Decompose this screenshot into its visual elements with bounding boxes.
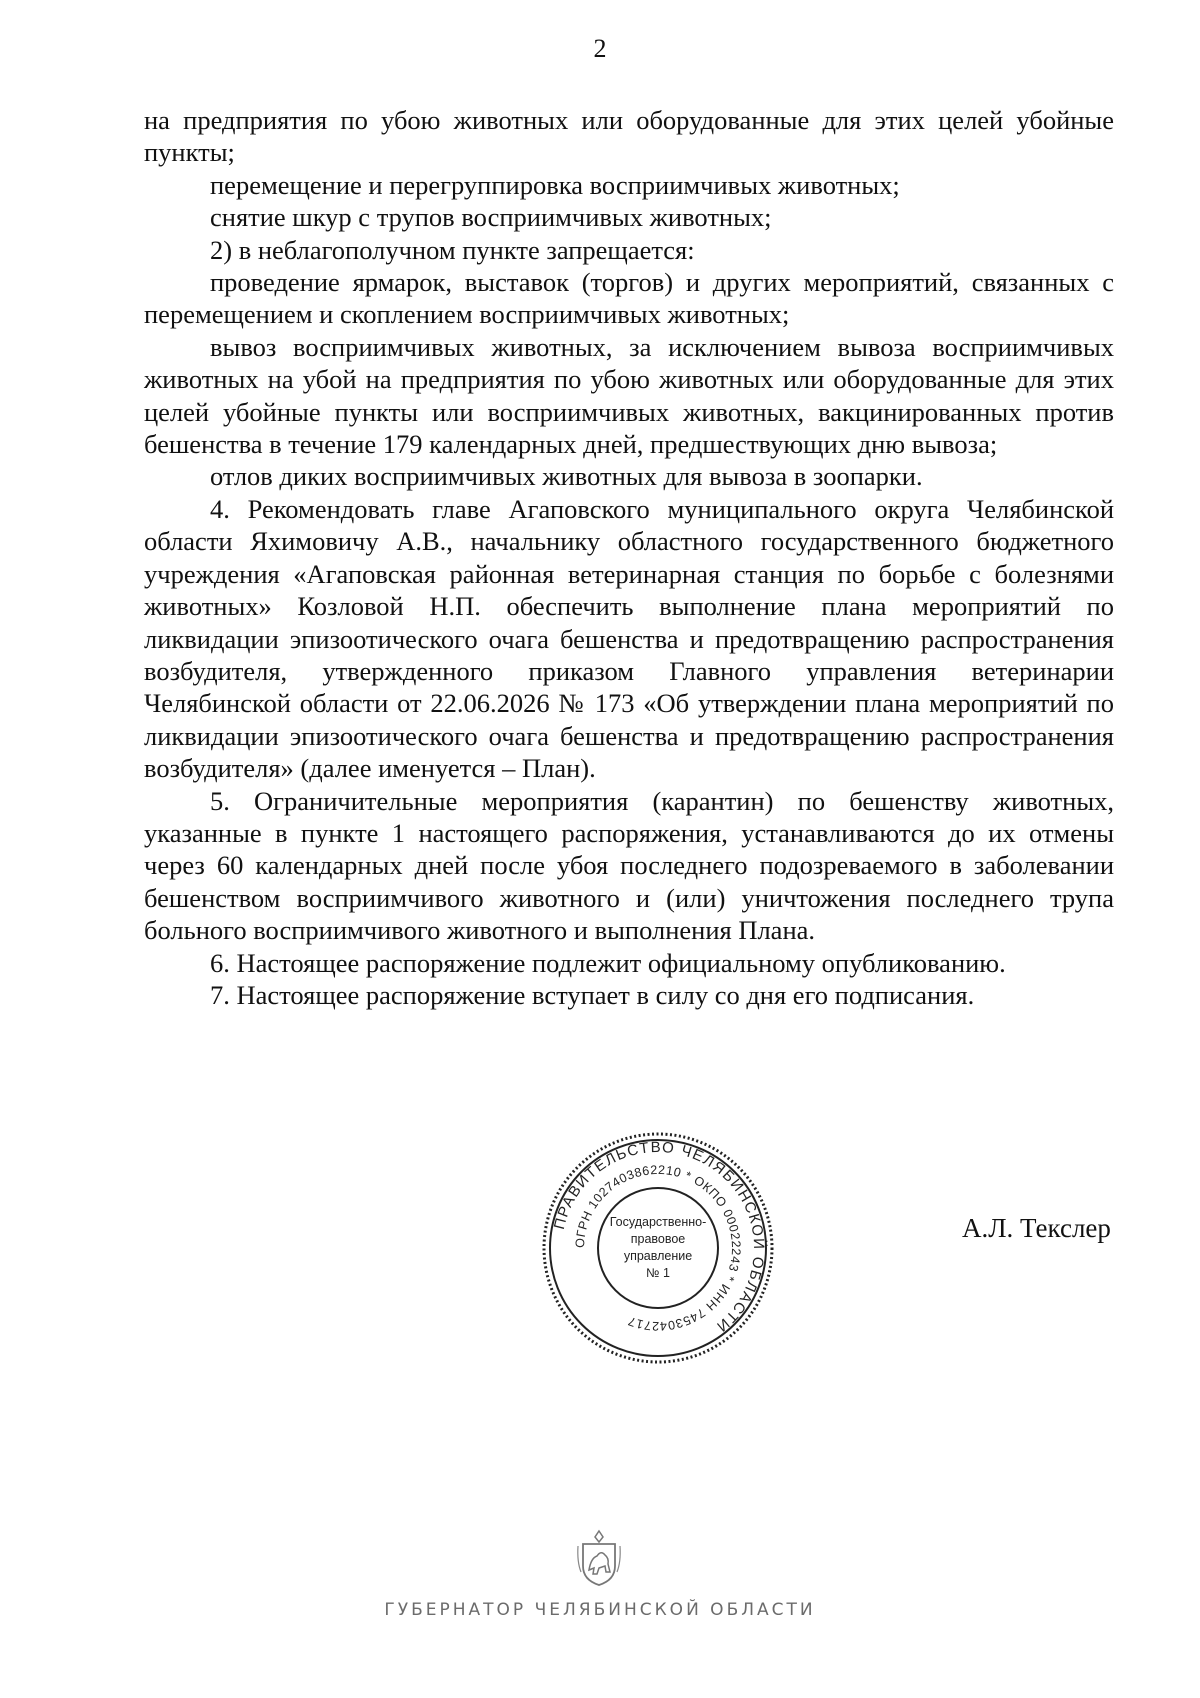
signer-name: А.Л. Текслер — [962, 1213, 1111, 1243]
paragraph: 5. Ограничительные мероприятия (карантин) по бешенству животных, указанные в пункте 1 настоящего распоряжения, устанавливаются до их отмены через 60 календарных дней после убоя последнего подозреваемого в заболевании бешенством восприимчивого животного и (или) уничтожения последнего трупа больного восприимчивого животного и выполнения Плана. — [144, 785, 1114, 946]
stamp-center-line: правовое — [630, 1232, 686, 1246]
stamp-center-line: управление — [623, 1249, 693, 1263]
paragraph: 2) в неблагополучном пункте запрещается: — [210, 234, 695, 265]
stamp-center-line: Государственно- — [609, 1215, 707, 1229]
paragraph: отлов диких восприимчивых животных для вывоза в зоопарки. — [210, 461, 923, 492]
footer-title: ГУБЕРНАТОР ЧЕЛЯБИНСКОЙ ОБЛАСТИ — [384, 1600, 816, 1620]
stamp-center-line: № 1 — [646, 1266, 670, 1280]
stamp-inner-text: ОГРН 1027403862210 * ОКПО 00022243 * ИНН 7453042717 — [572, 1162, 744, 1334]
stamp-inner-circle — [598, 1188, 718, 1308]
paragraph: на предприятия по убою животных или оборудованные для этих целей убойные пункты; — [144, 105, 1114, 168]
paragraph: 4. Рекомендовать главе Агаповского муниципального округа Челябинской области Яхимовичу А.В., начальнику областного государственного бюджетного учреждения «Агаповская районная ветеринарная станция по борьбе с болезнями животных» Козловой Н.П. обеспечить выполнение плана мероприятий по ликвидации эпизоотического очага бешенства и предотвращению распространения возбудителя, утвержденного приказом Главного управления ветеринарии Челябинской области от 22.06.2026 № 173 «Об утверждении плана мероприятий по ликвидации эпизоотического очага бешенства и предотвращению распространения возбудителя» (далее именуется – План). — [144, 493, 1114, 784]
official-stamp — [540, 1130, 776, 1366]
stamp-outer-text: ПРАВИТЕЛЬСТВО ЧЕЛЯБИНСКОЙ ОБЛАСТИ — [550, 1138, 768, 1336]
paragraph: 7. Настоящее распоряжение вступает в силу со дня его подписания. — [210, 979, 975, 1010]
paragraph: проведение ярмарок, выставок (торгов) и других мероприятий, связанных с перемещением и скоплением восприимчивых животных; — [144, 267, 1114, 330]
coat-of-arms-icon — [575, 1528, 623, 1588]
page-number: 2 — [593, 34, 607, 63]
document-body — [144, 104, 1114, 1011]
paragraph: снятие шкур с трупов восприимчивых животных; — [210, 202, 772, 233]
paragraph: вывоз восприимчивых животных, за исключением вывоза восприимчивых животных на убой на предприятия по убою животных или оборудованные для этих целей убойные пункты или восприимчивых животных, вакцинированных против бешенства в течение 179 календарных дней, предшествующих дню вывоза; — [144, 331, 1114, 460]
paragraph: 6. Настоящее распоряжение подлежит официальному опубликованию. — [210, 947, 1006, 978]
signature-block — [0, 1120, 1200, 1370]
paragraph: перемещение и перегруппировка восприимчивых животных; — [210, 169, 900, 200]
